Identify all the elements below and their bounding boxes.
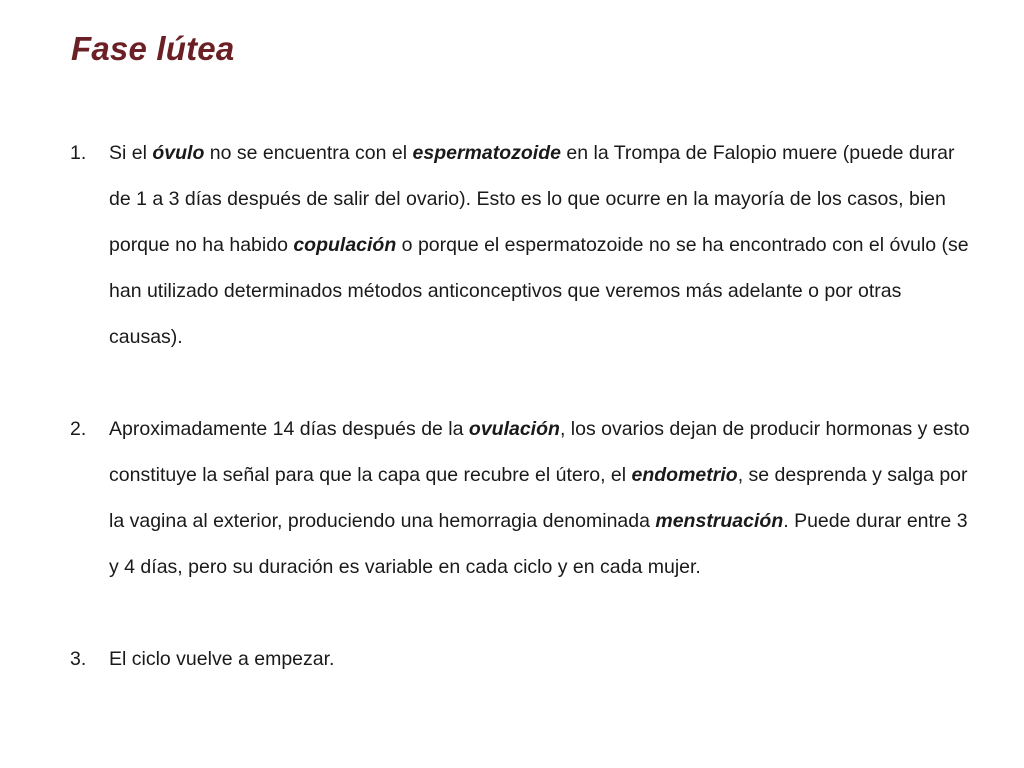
list-item-number: 2. <box>70 418 87 440</box>
list-item-number: 1. <box>70 142 87 164</box>
keyword-endometrio: endometrio <box>631 464 738 486</box>
text-segment: Aproximadamente 14 días después de la <box>109 418 469 440</box>
keyword-ovulo: óvulo <box>152 142 205 164</box>
keyword-ovulacion: ovulación <box>468 418 560 440</box>
text-segment: , los ovarios dejan de producir hormonas y esto constituye la señal para que la capa que recubre el útero, el <box>109 418 970 486</box>
text-segment: o porque el espermatozoide no se ha encontrado con el óvulo (se han utilizado determinados métodos anticonceptivos que veremos más adelante o por otras causas). <box>109 234 969 348</box>
list-item <box>70 636 970 682</box>
text-segment: Si el <box>109 142 153 164</box>
text-segment: El ciclo vuelve a empezar. <box>109 648 335 670</box>
text-segment: . Puede durar entre 3 y 4 días, pero su duración es variable en cada ciclo y en cada mujer. <box>109 510 968 578</box>
list-item-number: 3. <box>70 648 87 670</box>
list-item-text <box>109 130 970 360</box>
list-item <box>70 130 970 360</box>
keyword-menstruacion: menstruación <box>655 510 784 532</box>
slide-title: Fase lútea <box>71 30 235 67</box>
text-segment: no se encuentra con el <box>204 142 413 164</box>
numbered-list <box>70 130 970 682</box>
keyword-copulacion: copulación <box>293 234 397 256</box>
text-segment: , se desprenda y salga por la vagina al exterior, produciendo una hemorragia denominada <box>109 464 968 532</box>
text-segment: en la Trompa de Falopio muere (puede durar de 1 a 3 días después de salir del ovario). Esto es lo que ocurre en la mayoría de los casos, bien porque no ha habido <box>109 142 955 256</box>
list-item-text <box>109 636 970 682</box>
list-item <box>70 406 970 590</box>
list-item-text <box>109 406 970 590</box>
keyword-espermatozoide: espermatozoide <box>412 142 561 164</box>
